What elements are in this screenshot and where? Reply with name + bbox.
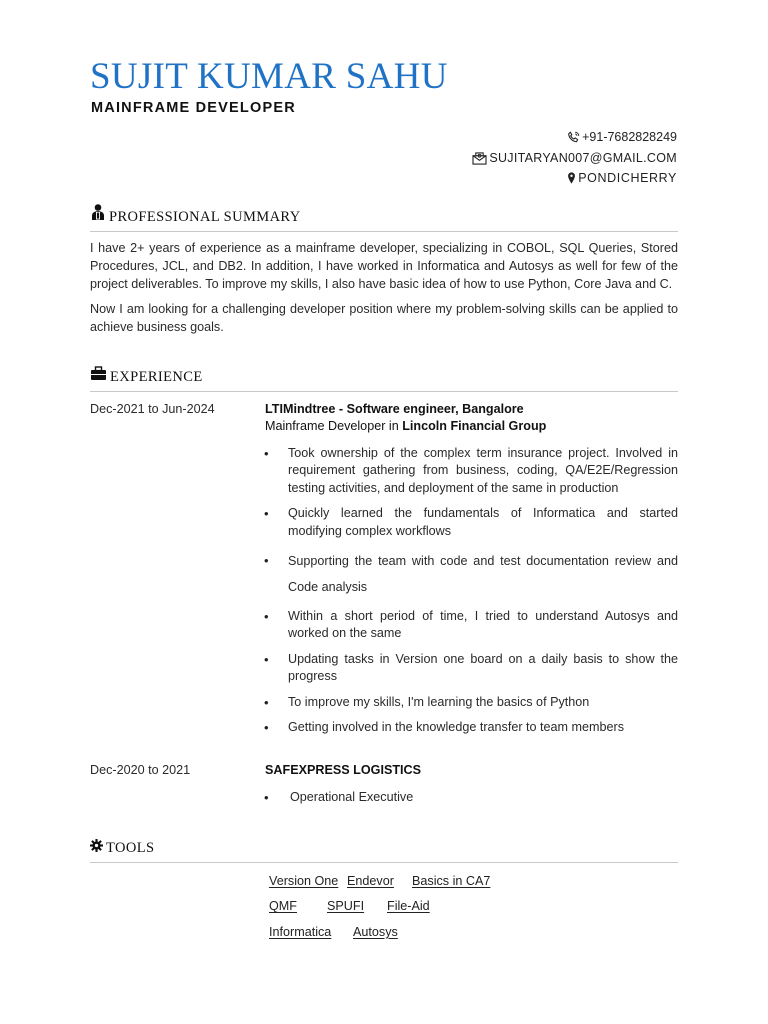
list-item: • Took ownership of the complex term insurance project. Involved in requirement gathering from business, coding, QA/E2E/Regression testing activities, and deployment of the same in production [264,445,678,497]
phone-icon [567,131,580,144]
job-1-title: LTIMindtree - Software engineer, Bangalore [265,402,524,416]
tool-autosys: Autosys [353,925,398,939]
list-item: • Supporting the team with code and test documentation review and Code analysis [264,548,678,600]
experience-section-heading [90,366,678,392]
contact-location [567,171,677,185]
summary-title: PROFESSIONAL SUMMARY [109,209,301,225]
tools-section-heading [90,839,678,863]
list-item: • Operational Executive [264,789,678,806]
location-text: PONDICHERRY [578,171,677,185]
tool-informatica: Informatica [269,925,332,939]
summary-paragraph-2: Now I am looking for a challenging developer position where my problem-solving skills can be applied to achieve business goals. [90,302,678,334]
email-text: SUJITARYAN007@GMAIL.COM [489,151,677,165]
job-1-subtitle [265,419,546,433]
job-1-bullet-list [264,445,678,744]
candidate-name: SUJIT KUMAR SAHU [90,56,448,97]
experience-title: EXPERIENCE [110,369,203,385]
tool-endevor: Endevor [347,874,394,888]
gear-icon [90,839,103,857]
tools-title: TOOLS [106,840,155,856]
job-2-bullet-list [264,789,678,806]
tool-file-aid: File-Aid [387,899,430,913]
list-item: • Within a short period of time, I tried to understand Autosys and worked on the same [264,608,678,643]
list-item: • Updating tasks in Version one board on a daily basis to show the progress [264,651,678,686]
candidate-role: MAINFRAME DEVELOPER [91,100,296,116]
location-pin-icon [567,172,576,184]
job-1-role: Mainframe Developer in [265,419,403,433]
person-icon [90,203,106,226]
summary-section-heading [90,203,678,232]
job-2-title: SAFEXPRESS LOGISTICS [265,763,422,777]
job-1-dates: Dec-2021 to Jun-2024 [90,402,215,416]
job-1-client: Lincoln Financial Group [402,419,547,433]
contact-phone [567,130,677,144]
summary-paragraph-1: I have 2+ years of experience as a mainframe developer, specializing in COBOL, SQL Queries, Stored Procedures, JCL, and DB2. In addition, I have worked in Informatica and Autosys as well for few of the project deliverables. To improve my skills, I also have basic idea of how to use Python, Core Java and C. [90,241,678,291]
contact-email [472,151,677,165]
phone-text: +91-7682828249 [582,130,677,144]
job-2-dates: Dec-2020 to 2021 [90,763,191,777]
briefcase-icon [90,366,107,386]
tool-basics-ca7: Basics in CA7 [412,874,491,888]
mail-icon [472,152,487,165]
list-item: • Quickly learned the fundamentals of Informatica and started modifying complex workflows [264,505,678,540]
list-item: • Getting involved in the knowledge transfer to team members [264,719,678,736]
tool-version-one: Version One [269,874,339,888]
tool-spufi: SPUFI [327,899,365,913]
tool-qmf: QMF [269,899,297,913]
list-item: • To improve my skills, I'm learning the basics of Python [264,694,678,711]
